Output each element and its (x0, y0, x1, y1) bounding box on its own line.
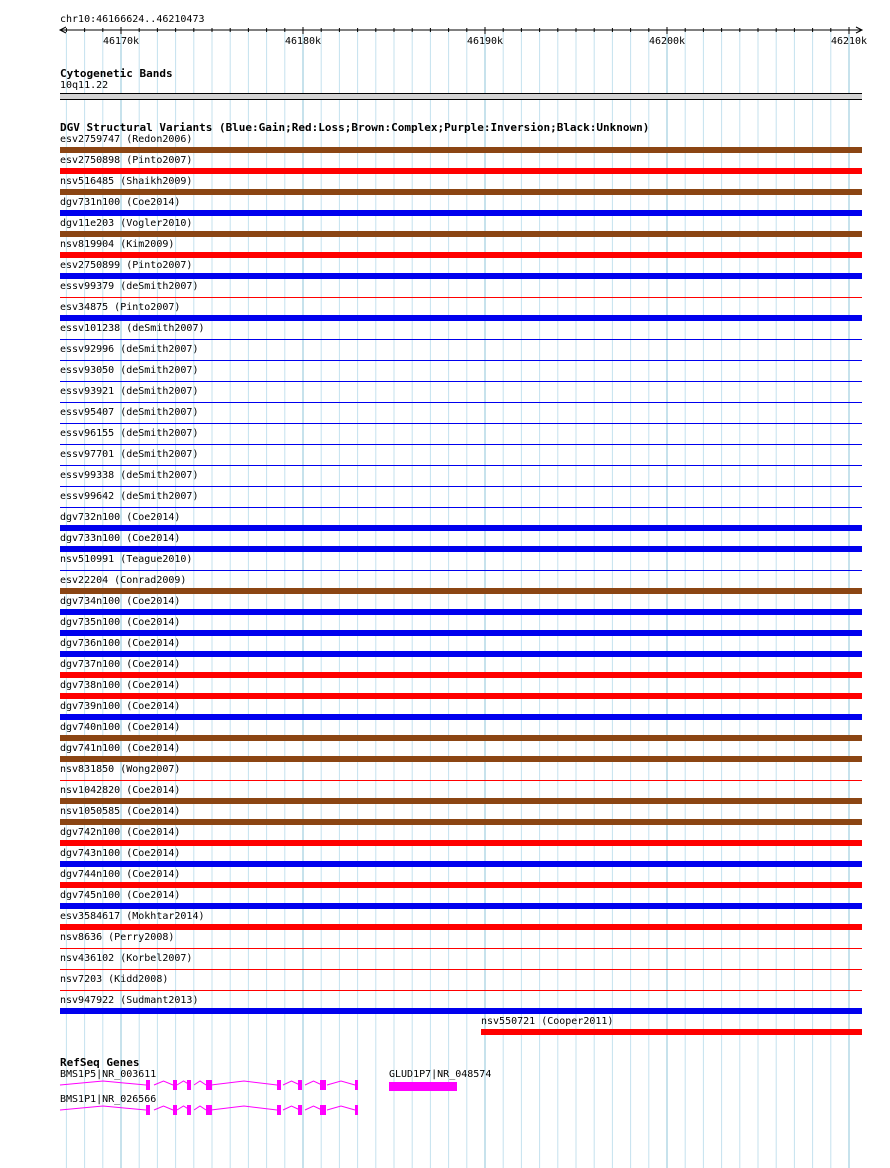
variant-bar[interactable] (60, 969, 862, 970)
refseq-gene-models (0, 1060, 890, 1130)
variant-bar[interactable] (60, 861, 862, 867)
variant-bar[interactable] (60, 735, 862, 741)
variant-label[interactable]: nsv510991 (Teague2010) (60, 554, 193, 565)
variant-label[interactable]: dgv743n100 (Coe2014) (60, 848, 181, 859)
variant-label[interactable]: nsv436102 (Korbel2007) (60, 953, 193, 964)
variant-label[interactable]: esv34875 (Pinto2007) (60, 302, 181, 313)
variant-label[interactable]: nsv7203 (Kidd2008) (60, 974, 169, 985)
variant-label[interactable]: dgv11e203 (Vogler2010) (60, 218, 193, 229)
variant-label[interactable]: esv22204 (Conrad2009) (60, 575, 187, 586)
variant-label[interactable]: nsv550721 (Cooper2011) (481, 1016, 614, 1027)
variant-bar[interactable] (60, 525, 862, 531)
gene-exon (173, 1105, 177, 1115)
gene-exon (277, 1105, 281, 1115)
variant-bar[interactable] (60, 924, 862, 930)
variant-bar[interactable] (60, 507, 862, 508)
variant-label[interactable]: dgv735n100 (Coe2014) (60, 617, 181, 628)
variant-label[interactable]: essv93921 (deSmith2007) (60, 386, 199, 397)
variant-label[interactable]: nsv516485 (Shaikh2009) (60, 176, 193, 187)
variant-bar[interactable] (60, 651, 862, 657)
variant-label[interactable]: essv95407 (deSmith2007) (60, 407, 199, 418)
variant-bar[interactable] (60, 990, 862, 991)
gene-exon (146, 1105, 150, 1115)
gene-intron (283, 1106, 300, 1110)
variant-label[interactable]: dgv738n100 (Coe2014) (60, 680, 181, 691)
variant-label[interactable]: esv3584617 (Mokhtar2014) (60, 911, 205, 922)
gene-intron (283, 1081, 300, 1085)
variant-bar[interactable] (60, 189, 862, 195)
variant-bar[interactable] (60, 381, 862, 382)
variant-bar[interactable] (60, 360, 862, 361)
variant-label[interactable]: dgv733n100 (Coe2014) (60, 533, 181, 544)
variant-label[interactable]: nsv1042820 (Coe2014) (60, 785, 181, 796)
gene-model-glud1p7 (389, 1082, 457, 1091)
variant-bar[interactable] (60, 756, 862, 762)
variant-bar[interactable] (481, 1029, 862, 1035)
gene-intron (154, 1106, 173, 1110)
variant-bar[interactable] (60, 672, 862, 678)
dgv-track-title: DGV Structural Variants (Blue:Gain;Red:Loss;Brown:Complex;Purple:Inversion;Black:Unknown) (60, 121, 650, 134)
variant-bar[interactable] (60, 231, 862, 237)
gene-intron (194, 1081, 206, 1085)
refseq-track-title: RefSeq Genes (60, 1056, 140, 1069)
variant-label[interactable]: dgv740n100 (Coe2014) (60, 722, 181, 733)
variant-label[interactable]: dgv745n100 (Coe2014) (60, 890, 181, 901)
ruler-tick-label: 46180k (284, 36, 322, 47)
gene-intron (327, 1081, 355, 1085)
variant-label[interactable]: nsv8636 (Perry2008) (60, 932, 175, 943)
gene-exon (298, 1105, 302, 1115)
variant-label[interactable]: esv2750898 (Pinto2007) (60, 155, 193, 166)
variant-label[interactable]: essv99642 (deSmith2007) (60, 491, 199, 502)
gene-model-bms1p1 (60, 1105, 358, 1115)
variant-bar[interactable] (60, 465, 862, 466)
variant-bar[interactable] (60, 297, 862, 298)
variant-bar[interactable] (60, 609, 862, 615)
gene-intron (154, 1081, 173, 1085)
variant-bar[interactable] (60, 1008, 862, 1014)
gene-label-bms1p5[interactable]: BMS1P5|NR_003611 (60, 1069, 157, 1080)
gene-exon (320, 1080, 326, 1090)
variant-label[interactable]: esv2750899 (Pinto2007) (60, 260, 193, 271)
variant-label[interactable]: essv93050 (deSmith2007) (60, 365, 199, 376)
variant-bar[interactable] (60, 444, 862, 445)
gene-exon (355, 1105, 358, 1115)
variant-label[interactable]: esv2759747 (Redon2006) (60, 134, 193, 145)
ruler-tick-label: 46190k (466, 36, 504, 47)
gene-intron (211, 1106, 277, 1110)
gene-exon (206, 1080, 212, 1090)
variant-bar[interactable] (60, 630, 862, 636)
variant-label[interactable]: essv99379 (deSmith2007) (60, 281, 199, 292)
variant-bar[interactable] (60, 546, 862, 552)
variant-label[interactable]: essv96155 (deSmith2007) (60, 428, 199, 439)
variant-bar[interactable] (60, 588, 862, 594)
variant-bar[interactable] (60, 819, 862, 825)
variant-label[interactable]: nsv947922 (Sudmant2013) (60, 995, 199, 1006)
ruler-tick-label: 46170k (102, 36, 140, 47)
gene-exon (146, 1080, 150, 1090)
gene-exon (173, 1080, 177, 1090)
gene-intron (211, 1081, 277, 1085)
gene-intron (305, 1081, 322, 1085)
gene-exon (187, 1105, 191, 1115)
variant-label[interactable]: dgv731n100 (Coe2014) (60, 197, 181, 208)
variant-label[interactable]: dgv744n100 (Coe2014) (60, 869, 181, 880)
variant-label[interactable]: nsv1050585 (Coe2014) (60, 806, 181, 817)
variant-bar[interactable] (60, 486, 862, 487)
gene-intron (60, 1106, 146, 1110)
variant-label[interactable]: dgv734n100 (Coe2014) (60, 596, 181, 607)
variant-label[interactable]: dgv732n100 (Coe2014) (60, 512, 181, 523)
gene-exon (206, 1105, 212, 1115)
variant-label[interactable]: essv92996 (deSmith2007) (60, 344, 199, 355)
cytoband-track-title: Cytogenetic Bands (60, 67, 173, 80)
variant-label[interactable]: dgv742n100 (Coe2014) (60, 827, 181, 838)
gene-intron (60, 1081, 146, 1085)
gene-intron (305, 1106, 322, 1110)
gene-model-bms1p5 (60, 1080, 358, 1090)
gene-label-glud1p7[interactable]: GLUD1P7|NR_048574 (389, 1069, 492, 1080)
variant-bar[interactable] (60, 273, 862, 279)
variant-bar[interactable] (60, 570, 862, 571)
variant-bar[interactable] (60, 882, 862, 888)
variant-bar[interactable] (60, 840, 862, 846)
variant-bar[interactable] (60, 693, 862, 699)
variant-bar[interactable] (60, 339, 862, 340)
variant-bar[interactable] (60, 315, 862, 321)
gene-exon (298, 1080, 302, 1090)
cytoband-name[interactable]: 10q11.22 (60, 80, 109, 91)
variant-label[interactable]: nsv819904 (Kim2009) (60, 239, 175, 250)
variant-label[interactable]: dgv736n100 (Coe2014) (60, 638, 181, 649)
variant-label[interactable]: dgv741n100 (Coe2014) (60, 743, 181, 754)
ruler-tick-label: 46200k (648, 36, 686, 47)
gene-exon (277, 1080, 281, 1090)
gene-intron (194, 1106, 206, 1110)
variant-bar[interactable] (60, 210, 862, 216)
gene-exon (355, 1080, 358, 1090)
variant-bar[interactable] (60, 780, 862, 781)
gene-exon (320, 1105, 326, 1115)
variant-bar[interactable] (60, 948, 862, 949)
ruler-tick-label: 46210k (830, 36, 868, 47)
variant-label[interactable]: dgv739n100 (Coe2014) (60, 701, 181, 712)
variant-bar[interactable] (60, 423, 862, 424)
variant-label[interactable]: essv101238 (deSmith2007) (60, 323, 205, 334)
variant-bar[interactable] (60, 798, 862, 804)
variant-bar[interactable] (60, 168, 862, 174)
variant-label[interactable]: essv99338 (deSmith2007) (60, 470, 199, 481)
gene-label-bms1p1[interactable]: BMS1P1|NR_026566 (60, 1094, 157, 1105)
cytoband-bar[interactable] (60, 93, 862, 100)
variant-label[interactable]: dgv737n100 (Coe2014) (60, 659, 181, 670)
variant-label[interactable]: nsv831850 (Wong2007) (60, 764, 181, 775)
coordinate-ruler[interactable] (0, 0, 890, 60)
variant-bar[interactable] (60, 402, 862, 403)
variant-bar[interactable] (60, 147, 862, 153)
variant-bar[interactable] (60, 903, 862, 909)
gene-exon (187, 1080, 191, 1090)
variant-label[interactable]: essv97701 (deSmith2007) (60, 449, 199, 460)
gene-intron (327, 1106, 355, 1110)
variant-bar[interactable] (60, 252, 862, 258)
ruler-range-label: chr10:46166624..46210473 (60, 14, 205, 25)
variant-bar[interactable] (60, 714, 862, 720)
